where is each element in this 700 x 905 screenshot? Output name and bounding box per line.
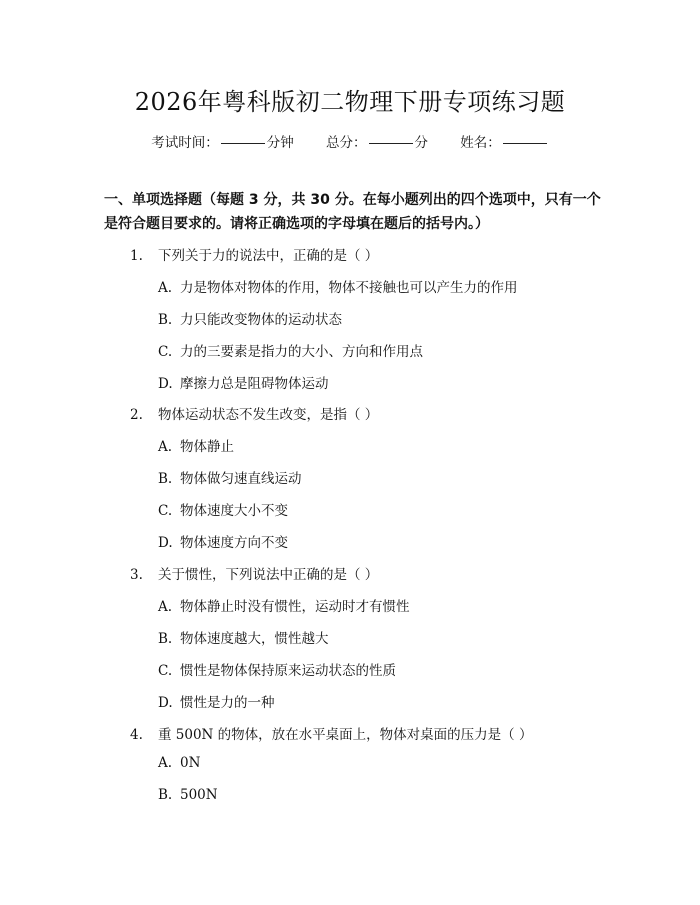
option-letter: A. xyxy=(158,599,173,615)
option-text: 物体静止 xyxy=(180,439,234,455)
option-text: 物体速度方向不变 xyxy=(180,535,288,551)
question-4 xyxy=(104,723,532,743)
total-score-field xyxy=(326,135,428,151)
question-number: 4. xyxy=(130,727,143,743)
student-name-label: 姓名： xyxy=(460,135,501,151)
total-score-label: 总分： xyxy=(326,135,367,151)
option-letter: C. xyxy=(158,663,173,679)
option-letter: B. xyxy=(158,312,173,328)
option-text: 惯性是物体保持原来运动状态的性质 xyxy=(180,663,396,679)
option-letter: D. xyxy=(158,376,173,392)
option-letter: A. xyxy=(158,755,173,771)
total-score-unit: 分 xyxy=(414,135,428,151)
question-text: 关于惯性，下列说法中正确的是（ ） xyxy=(158,567,379,583)
option-letter: B. xyxy=(158,787,173,803)
total-score-blank xyxy=(369,143,413,144)
option-3c xyxy=(158,659,396,679)
option-3a xyxy=(158,595,410,615)
option-letter: B. xyxy=(158,471,173,487)
page-title: 2026年粤科版初二物理下册专项练习题 xyxy=(134,88,566,116)
option-text: 物体静止时没有惯性，运动时才有惯性 xyxy=(180,599,410,615)
student-name-blank xyxy=(503,143,547,144)
option-2a xyxy=(158,435,234,455)
option-text: 惯性是力的一种 xyxy=(180,695,275,711)
option-text: 力的三要素是指力的大小、方向和作用点 xyxy=(180,344,423,360)
option-text: 摩擦力总是阻碍物体运动 xyxy=(180,376,329,392)
option-letter: A. xyxy=(158,439,173,455)
question-1 xyxy=(104,244,378,264)
option-4b xyxy=(158,787,218,803)
question-text: 物体运动状态不发生改变，是指（ ） xyxy=(158,407,379,423)
option-letter: B. xyxy=(158,631,173,647)
option-1d xyxy=(158,372,329,392)
option-text: 0N xyxy=(180,755,201,771)
question-text: 下列关于力的说法中，正确的是（ ） xyxy=(158,248,379,264)
option-text: 500N xyxy=(180,787,218,803)
option-1c xyxy=(158,340,423,360)
option-letter: C. xyxy=(158,344,173,360)
exam-time-unit: 分钟 xyxy=(266,135,294,151)
option-letter: A. xyxy=(158,280,173,296)
student-name-field xyxy=(460,135,549,151)
question-number: 3. xyxy=(130,567,143,583)
exam-time-blank xyxy=(221,143,265,144)
option-2d xyxy=(158,531,288,551)
section-heading: 一、单项选择题（每题 3 分，共 30 分。在每小题列出的四个选项中，只有一个是符合题目要求的。请将正确选项的字母填在题后的括号内。） xyxy=(104,192,601,232)
question-text: 重 500N 的物体，放在水平桌面上，物体对桌面的压力是（ ） xyxy=(158,727,533,743)
option-2b xyxy=(158,467,302,487)
exam-info-line xyxy=(0,131,700,151)
option-text: 物体速度越大，惯性越大 xyxy=(180,631,329,647)
option-text: 物体做匀速直线运动 xyxy=(180,471,302,487)
option-3d xyxy=(158,691,275,711)
option-letter: D. xyxy=(158,535,173,551)
option-letter: D. xyxy=(158,695,173,711)
option-1a xyxy=(158,276,518,296)
option-text: 力只能改变物体的运动状态 xyxy=(180,312,342,328)
option-2c xyxy=(158,499,288,519)
question-number: 2. xyxy=(130,407,143,423)
option-1b xyxy=(158,308,342,328)
option-letter: C. xyxy=(158,503,173,519)
exam-time-label: 考试时间： xyxy=(151,135,219,151)
option-4a xyxy=(158,755,200,771)
question-number: 1. xyxy=(130,248,143,264)
option-text: 力是物体对物体的作用，物体不接触也可以产生力的作用 xyxy=(180,280,518,296)
exam-time-field xyxy=(151,135,294,151)
option-3b xyxy=(158,627,329,647)
question-3 xyxy=(104,563,378,583)
question-2 xyxy=(104,403,378,423)
option-text: 物体速度大小不变 xyxy=(180,503,288,519)
